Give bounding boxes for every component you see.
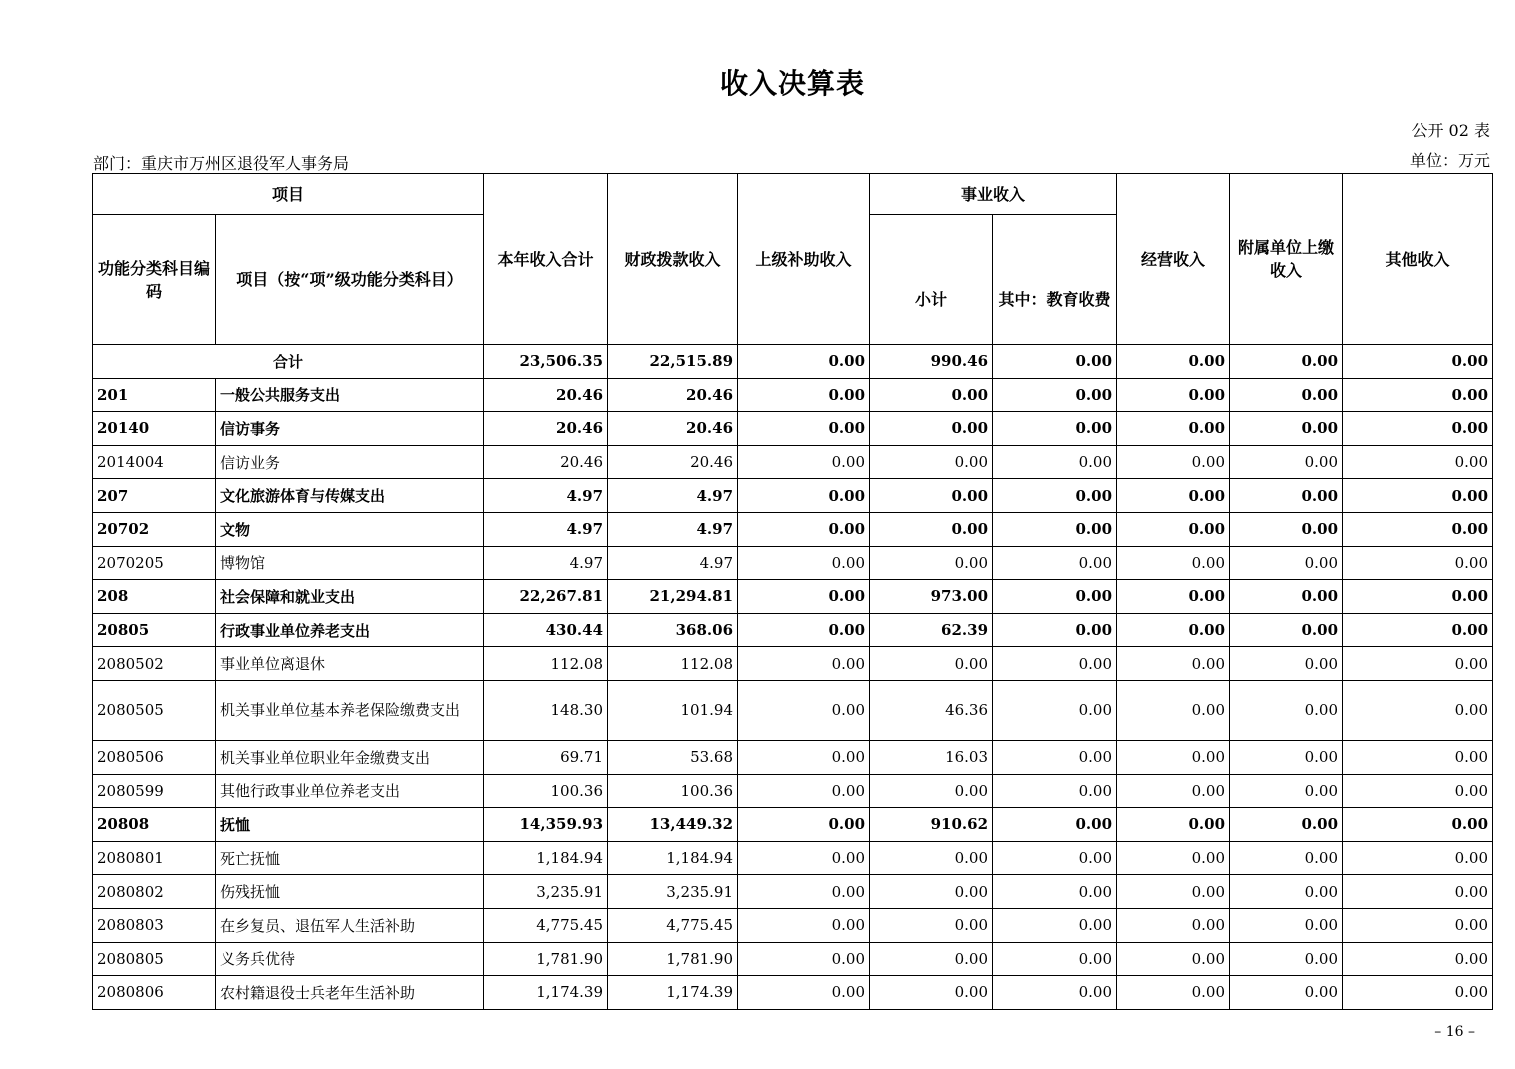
row-value: 910.62 (870, 808, 993, 842)
header-operating: 经营收入 (1117, 174, 1230, 345)
table-row (93, 976, 1493, 1010)
row-value: 0.00 (993, 479, 1117, 513)
row-value: 0.00 (1117, 841, 1230, 875)
row-value: 1,184.94 (608, 841, 738, 875)
row-name: 其他行政事业单位养老支出 (216, 774, 484, 808)
row-value: 20.46 (608, 412, 738, 446)
row-value: 0.00 (1117, 942, 1230, 976)
row-code: 2070205 (93, 546, 216, 580)
row-code: 2080803 (93, 908, 216, 942)
row-value: 100.36 (608, 774, 738, 808)
row-value: 0.00 (1117, 908, 1230, 942)
row-code: 2080806 (93, 976, 216, 1010)
row-value: 0.00 (870, 378, 993, 412)
table-row (93, 942, 1493, 976)
row-value: 0.00 (1230, 841, 1343, 875)
row-value: 0.00 (1117, 445, 1230, 479)
row-value: 0.00 (993, 412, 1117, 446)
row-value: 0.00 (1343, 908, 1493, 942)
row-value: 0.00 (1343, 774, 1493, 808)
row-value: 0.00 (1343, 412, 1493, 446)
table-row (93, 740, 1493, 774)
row-value: 4.97 (608, 479, 738, 513)
row-value: 0.00 (1230, 479, 1343, 513)
row-value: 69.71 (484, 740, 608, 774)
row-value: 20.46 (484, 445, 608, 479)
row-value: 0.00 (1230, 740, 1343, 774)
row-value: 0.00 (1343, 942, 1493, 976)
page-number: – 16 – (1434, 1024, 1475, 1040)
row-value: 100.36 (484, 774, 608, 808)
row-value: 101.94 (608, 680, 738, 740)
row-value: 0.00 (993, 908, 1117, 942)
row-value: 0.00 (1117, 546, 1230, 580)
row-value: 0.00 (1230, 580, 1343, 614)
row-value: 46.36 (870, 680, 993, 740)
row-value: 0.00 (1343, 875, 1493, 909)
row-value: 0.00 (870, 908, 993, 942)
row-value: 0.00 (738, 647, 870, 681)
row-value: 0.00 (1117, 680, 1230, 740)
row-value: 0.00 (738, 875, 870, 909)
total-label: 合计 (93, 345, 484, 379)
row-value: 20.46 (484, 412, 608, 446)
table-row (93, 512, 1493, 546)
row-value: 0.00 (993, 378, 1117, 412)
row-value: 22,267.81 (484, 580, 608, 614)
row-value: 0.00 (738, 546, 870, 580)
row-name: 社会保障和就业支出 (216, 580, 484, 614)
row-value: 0.00 (738, 808, 870, 842)
row-value: 0.00 (1117, 647, 1230, 681)
table-row (93, 378, 1493, 412)
department-label: 部门：重庆市万州区退役军人事务局 (93, 154, 350, 173)
table-row (93, 908, 1493, 942)
row-value: 0.00 (870, 412, 993, 446)
total-cell: 990.46 (870, 345, 993, 379)
row-value: 0.00 (738, 976, 870, 1010)
row-value: 0.00 (870, 512, 993, 546)
row-value: 4.97 (484, 512, 608, 546)
total-cell: 23,506.35 (484, 345, 608, 379)
header-total: 本年收入合计 (484, 174, 608, 345)
row-value: 0.00 (1230, 908, 1343, 942)
row-name: 抚恤 (216, 808, 484, 842)
header-name: 项目（按“项”级功能分类科目） (216, 215, 484, 345)
row-value: 0.00 (738, 942, 870, 976)
row-code: 201 (93, 378, 216, 412)
row-value: 0.00 (738, 445, 870, 479)
row-value: 0.00 (993, 512, 1117, 546)
row-value: 4.97 (608, 512, 738, 546)
row-value: 0.00 (738, 740, 870, 774)
row-value: 148.30 (484, 680, 608, 740)
table-row (93, 546, 1493, 580)
row-name: 死亡抚恤 (216, 841, 484, 875)
table-row (93, 479, 1493, 513)
row-value: 3,235.91 (484, 875, 608, 909)
row-value: 0.00 (1230, 808, 1343, 842)
table-row (93, 875, 1493, 909)
row-value: 1,174.39 (484, 976, 608, 1010)
row-value: 0.00 (870, 479, 993, 513)
row-value: 0.00 (1230, 512, 1343, 546)
row-value: 0.00 (1343, 580, 1493, 614)
row-code: 2014004 (93, 445, 216, 479)
header-fiscal: 财政拨款收入 (608, 174, 738, 345)
row-value: 0.00 (1230, 647, 1343, 681)
row-value: 1,174.39 (608, 976, 738, 1010)
row-value: 0.00 (993, 613, 1117, 647)
header-other: 其他收入 (1343, 174, 1493, 345)
row-value: 0.00 (738, 613, 870, 647)
row-value: 0.00 (1117, 774, 1230, 808)
row-value: 0.00 (1343, 479, 1493, 513)
row-value: 0.00 (870, 647, 993, 681)
row-value: 0.00 (738, 378, 870, 412)
header-code: 功能分类科目编码 (93, 215, 216, 345)
row-value: 0.00 (1343, 841, 1493, 875)
row-value: 0.00 (993, 976, 1117, 1010)
row-name: 博物馆 (216, 546, 484, 580)
row-value: 0.00 (1343, 613, 1493, 647)
row-value: 20.46 (608, 378, 738, 412)
row-value: 1,781.90 (608, 942, 738, 976)
row-value: 0.00 (1230, 774, 1343, 808)
row-value: 0.00 (1230, 546, 1343, 580)
row-value: 0.00 (1343, 512, 1493, 546)
row-value: 0.00 (738, 479, 870, 513)
row-value: 0.00 (1117, 512, 1230, 546)
unit-label: 单位：万元 (1409, 151, 1490, 170)
row-value: 0.00 (1117, 378, 1230, 412)
total-cell: 22,515.89 (608, 345, 738, 379)
row-value: 0.00 (1230, 976, 1343, 1010)
row-value: 0.00 (1117, 976, 1230, 1010)
row-value: 0.00 (993, 875, 1117, 909)
table-row (93, 841, 1493, 875)
row-value: 62.39 (870, 613, 993, 647)
total-cell: 0.00 (993, 345, 1117, 379)
row-name: 机关事业单位职业年金缴费支出 (216, 740, 484, 774)
row-code: 207 (93, 479, 216, 513)
row-name: 事业单位离退休 (216, 647, 484, 681)
row-value: 0.00 (993, 546, 1117, 580)
income-table (92, 173, 1493, 1010)
row-value: 13,449.32 (608, 808, 738, 842)
row-value: 0.00 (1343, 976, 1493, 1010)
row-name: 信访业务 (216, 445, 484, 479)
row-value: 20.46 (484, 378, 608, 412)
row-code: 2080502 (93, 647, 216, 681)
row-value: 21,294.81 (608, 580, 738, 614)
row-code: 208 (93, 580, 216, 614)
row-value: 4.97 (484, 479, 608, 513)
row-value: 20.46 (608, 445, 738, 479)
row-name: 在乡复员、退伍军人生活补助 (216, 908, 484, 942)
row-value: 4.97 (608, 546, 738, 580)
row-value: 0.00 (870, 976, 993, 1010)
table-row (93, 680, 1493, 740)
total-cell: 0.00 (1230, 345, 1343, 379)
row-name: 信访事务 (216, 412, 484, 446)
row-name: 伤残抚恤 (216, 875, 484, 909)
row-value: 0.00 (1117, 740, 1230, 774)
row-value: 0.00 (1343, 680, 1493, 740)
row-name: 行政事业单位养老支出 (216, 613, 484, 647)
row-code: 20702 (93, 512, 216, 546)
row-value: 0.00 (1230, 613, 1343, 647)
table-row (93, 613, 1493, 647)
row-name: 一般公共服务支出 (216, 378, 484, 412)
table-row (93, 774, 1493, 808)
total-cell: 0.00 (1343, 345, 1493, 379)
header-project-group: 项目 (93, 174, 484, 215)
row-value: 0.00 (1117, 479, 1230, 513)
row-value: 16.03 (870, 740, 993, 774)
row-value: 0.00 (1230, 680, 1343, 740)
row-value: 4,775.45 (484, 908, 608, 942)
row-value: 0.00 (1230, 378, 1343, 412)
row-value: 0.00 (870, 546, 993, 580)
row-value: 0.00 (1343, 378, 1493, 412)
row-value: 14,359.93 (484, 808, 608, 842)
row-value: 368.06 (608, 613, 738, 647)
row-value: 112.08 (484, 647, 608, 681)
row-value: 3,235.91 (608, 875, 738, 909)
total-cell: 0.00 (738, 345, 870, 379)
row-value: 0.00 (993, 740, 1117, 774)
table-row (93, 580, 1493, 614)
row-code: 20805 (93, 613, 216, 647)
row-value: 1,184.94 (484, 841, 608, 875)
row-value: 0.00 (1343, 647, 1493, 681)
row-value: 0.00 (738, 908, 870, 942)
row-value: 4.97 (484, 546, 608, 580)
row-value: 0.00 (1117, 412, 1230, 446)
header-business-group: 事业收入 (870, 174, 1117, 215)
row-name: 文化旅游体育与传媒支出 (216, 479, 484, 513)
row-value: 0.00 (993, 841, 1117, 875)
row-value: 973.00 (870, 580, 993, 614)
row-value: 0.00 (993, 774, 1117, 808)
row-value: 53.68 (608, 740, 738, 774)
table-number: 公开 02 表 (1411, 121, 1490, 140)
row-value: 0.00 (1230, 875, 1343, 909)
row-value: 0.00 (993, 680, 1117, 740)
table-row (93, 412, 1493, 446)
row-value: 0.00 (1117, 875, 1230, 909)
row-value: 0.00 (738, 512, 870, 546)
row-code: 2080599 (93, 774, 216, 808)
row-name: 文物 (216, 512, 484, 546)
header-affiliated: 附属单位上缴收入 (1230, 174, 1343, 345)
row-value: 0.00 (738, 774, 870, 808)
table-row (93, 808, 1493, 842)
row-value: 0.00 (870, 942, 993, 976)
row-code: 2080802 (93, 875, 216, 909)
row-value: 0.00 (738, 841, 870, 875)
row-value: 0.00 (1343, 445, 1493, 479)
row-value: 0.00 (993, 445, 1117, 479)
row-value: 0.00 (993, 942, 1117, 976)
row-value: 0.00 (870, 774, 993, 808)
row-value: 0.00 (738, 412, 870, 446)
row-value: 0.00 (1117, 580, 1230, 614)
row-code: 2080801 (93, 841, 216, 875)
header-superior: 上级补助收入 (738, 174, 870, 345)
total-cell: 0.00 (1117, 345, 1230, 379)
row-value: 0.00 (1117, 613, 1230, 647)
row-code: 2080506 (93, 740, 216, 774)
row-value: 0.00 (738, 680, 870, 740)
row-value: 4,775.45 (608, 908, 738, 942)
row-code: 2080505 (93, 680, 216, 740)
page-title: 收入决算表 (719, 67, 865, 100)
row-value: 0.00 (1117, 808, 1230, 842)
row-value: 0.00 (738, 580, 870, 614)
row-value: 430.44 (484, 613, 608, 647)
row-value: 1,781.90 (484, 942, 608, 976)
row-value: 0.00 (993, 808, 1117, 842)
row-code: 20808 (93, 808, 216, 842)
row-value: 112.08 (608, 647, 738, 681)
row-value: 0.00 (1230, 412, 1343, 446)
header-education: 其中：教育收费 (993, 215, 1117, 345)
row-value: 0.00 (993, 580, 1117, 614)
row-value: 0.00 (1343, 808, 1493, 842)
row-code: 2080805 (93, 942, 216, 976)
row-value: 0.00 (870, 841, 993, 875)
table-row (93, 445, 1493, 479)
row-name: 农村籍退役士兵老年生活补助 (216, 976, 484, 1010)
row-value: 0.00 (1343, 740, 1493, 774)
row-value: 0.00 (1230, 445, 1343, 479)
row-value: 0.00 (870, 875, 993, 909)
row-value: 0.00 (993, 647, 1117, 681)
row-name: 机关事业单位基本养老保险缴费支出 (216, 680, 484, 740)
row-name: 义务兵优待 (216, 942, 484, 976)
header-subtotal: 小计 (870, 215, 993, 345)
row-value: 0.00 (870, 445, 993, 479)
total-row (93, 345, 1493, 379)
row-value: 0.00 (1343, 546, 1493, 580)
table-row (93, 647, 1493, 681)
row-code: 20140 (93, 412, 216, 446)
row-value: 0.00 (1230, 942, 1343, 976)
